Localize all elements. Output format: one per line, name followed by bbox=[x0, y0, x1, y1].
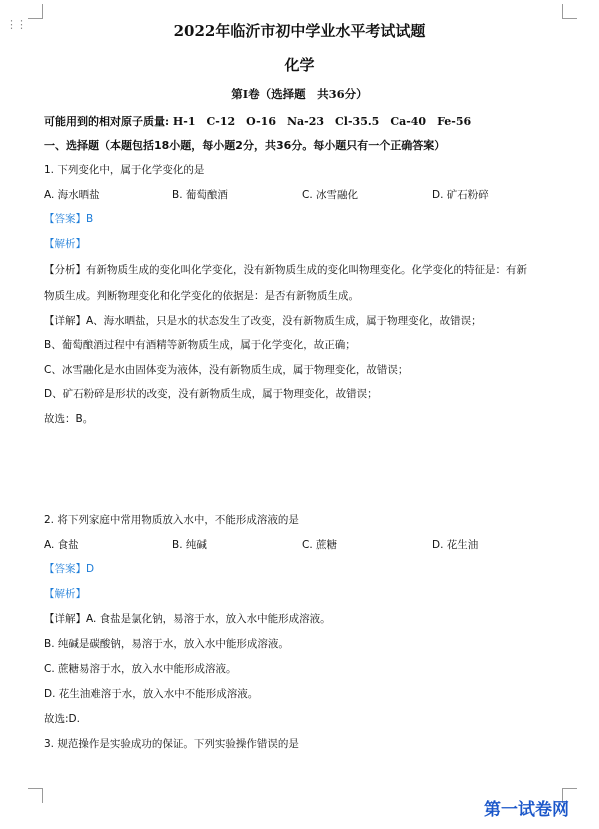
q1-conclusion: 故选：B。 bbox=[44, 413, 94, 425]
part-heading: 一、选择题（本题包括18小题，每小题2分，共36分。每小题只有一个正确答案） bbox=[44, 139, 446, 152]
page-corner-mark bbox=[28, 788, 43, 803]
q2-option-a: A. 食盐 bbox=[44, 539, 79, 551]
exam-title: 2022年临沂市初中学业水平考试试题 bbox=[173, 22, 426, 40]
q1-analysis-line: D、矿石粉碎是形状的改变，没有新物质生成，属于物理变化，故错误； bbox=[44, 388, 378, 400]
q2-analysis-line: B. 纯碱是碳酸钠，易溶于水，放入水中能形成溶液。 bbox=[44, 638, 289, 650]
question-1-stem: 1. 下列变化中，属于化学变化的是 bbox=[44, 164, 205, 176]
q1-option-c: C. 冰雪融化 bbox=[302, 189, 359, 201]
q1-analysis-line: B、葡萄酿酒过程中有酒精等新物质生成，属于化学变化，故正确； bbox=[44, 339, 356, 351]
q2-analysis-line: D. 花生油难溶于水，放入水中不能形成溶液。 bbox=[44, 688, 259, 700]
q2-option-c: C. 蔗糖 bbox=[302, 539, 338, 551]
q1-analysis-line: 物质生成。判断物理变化和化学变化的依据是：是否有新物质生成。 bbox=[44, 290, 359, 302]
page-corner-mark bbox=[562, 4, 577, 19]
q1-analysis-line: C、冰雪融化是水由固体变为液体，没有新物质生成，属于物理变化，故错误； bbox=[44, 364, 409, 376]
q1-answer: 【答案】B bbox=[44, 213, 94, 225]
section-title: 第I卷（选择题 共36分） bbox=[231, 87, 368, 101]
page-corner-mark bbox=[28, 4, 43, 19]
question-2-stem: 2. 将下列家庭中常用物质放入水中，不能形成溶液的是 bbox=[44, 514, 299, 526]
drag-handle-icon[interactable]: ⋮⋮ bbox=[6, 18, 26, 31]
q2-conclusion: 故选:D. bbox=[44, 713, 80, 725]
q1-analysis-label: 【解析】 bbox=[44, 238, 86, 250]
q2-option-b: B. 纯碱 bbox=[172, 539, 207, 551]
q1-option-d: D. 矿石粉碎 bbox=[432, 189, 489, 201]
q1-analysis-line: 【详解】A、海水晒盐，只是水的状态发生了改变，没有新物质生成，属于物理变化，故错误； bbox=[44, 315, 482, 327]
atomic-masses: 可能用到的相对原子质量: H-1 C-12 O-16 Na-23 Cl-35.5 Ca-40 Fe-56 bbox=[44, 115, 472, 128]
q2-analysis-label: 【解析】 bbox=[44, 588, 86, 600]
subject-title: 化学 bbox=[284, 56, 315, 74]
q1-analysis-line: 【分析】有新物质生成的变化叫化学变化，没有新物质生成的变化叫物理变化。化学变化的特征是：有新 bbox=[44, 264, 527, 276]
question-3-stem: 3. 规范操作是实验成功的保证。下列实验操作错误的是 bbox=[44, 738, 299, 750]
q1-option-b: B. 葡萄酿酒 bbox=[172, 189, 228, 201]
q1-option-a: A. 海水晒盐 bbox=[44, 189, 100, 201]
q2-analysis-line: C. 蔗糖易溶于水，放入水中能形成溶液。 bbox=[44, 663, 237, 675]
q2-option-d: D. 花生油 bbox=[432, 539, 479, 551]
q2-answer: 【答案】D bbox=[44, 563, 95, 575]
q2-analysis-line: 【详解】A. 食盐是氯化钠，易溶于水，放入水中能形成溶液。 bbox=[44, 613, 331, 625]
site-watermark: 第一试卷网 bbox=[484, 800, 569, 820]
